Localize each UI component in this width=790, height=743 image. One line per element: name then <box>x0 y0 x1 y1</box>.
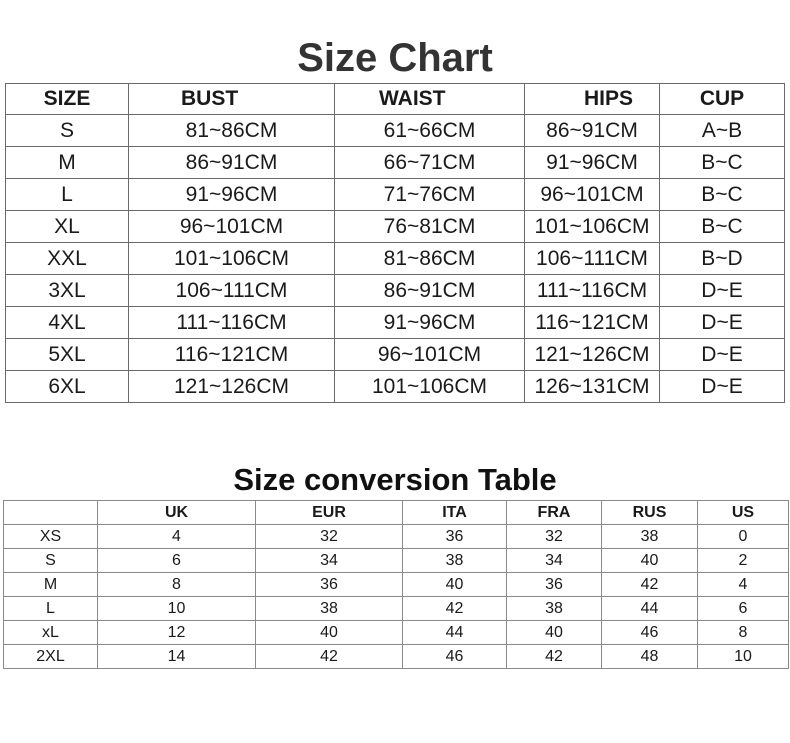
cell-bust: 116~121CM <box>129 339 335 371</box>
cell-waist: 96~101CM <box>335 339 525 371</box>
cell-us: 0 <box>698 525 789 549</box>
cell-eur: 34 <box>256 549 403 573</box>
header-eur: EUR <box>256 501 403 525</box>
cell-size: M <box>6 147 129 179</box>
cell-rus: 44 <box>602 597 698 621</box>
table-row <box>6 339 785 371</box>
cell-size: 6XL <box>6 371 129 403</box>
cell-bust: 111~116CM <box>129 307 335 339</box>
cell-size: XXL <box>6 243 129 275</box>
cell-cup: D~E <box>660 371 785 403</box>
cell-us: 8 <box>698 621 789 645</box>
cell-uk: 4 <box>98 525 256 549</box>
cell-rus: 38 <box>602 525 698 549</box>
size-conversion-table <box>3 500 789 669</box>
cell-size: 2XL <box>4 645 98 669</box>
cell-cup: B~C <box>660 211 785 243</box>
table-row <box>6 243 785 275</box>
cell-fra: 36 <box>507 573 602 597</box>
cell-size: XL <box>6 211 129 243</box>
cell-size: M <box>4 573 98 597</box>
cell-eur: 32 <box>256 525 403 549</box>
cell-size: xL <box>4 621 98 645</box>
cell-cup: B~D <box>660 243 785 275</box>
cell-ita: 36 <box>403 525 507 549</box>
header-size: SIZE <box>6 84 129 115</box>
cell-fra: 34 <box>507 549 602 573</box>
cell-size: 4XL <box>6 307 129 339</box>
cell-rus: 46 <box>602 621 698 645</box>
header-fra: FRA <box>507 501 602 525</box>
cell-fra: 32 <box>507 525 602 549</box>
cell-hips: 91~96CM <box>525 147 660 179</box>
cell-uk: 12 <box>98 621 256 645</box>
header-rus: RUS <box>602 501 698 525</box>
cell-ita: 42 <box>403 597 507 621</box>
cell-size: S <box>6 115 129 147</box>
cell-uk: 10 <box>98 597 256 621</box>
cell-uk: 8 <box>98 573 256 597</box>
cell-size: S <box>4 549 98 573</box>
cell-bust: 91~96CM <box>129 179 335 211</box>
cell-hips: 121~126CM <box>525 339 660 371</box>
cell-hips: 126~131CM <box>525 371 660 403</box>
size-chart-title: Size Chart <box>297 36 493 80</box>
cell-ita: 38 <box>403 549 507 573</box>
cell-rus: 40 <box>602 549 698 573</box>
cell-fra: 40 <box>507 621 602 645</box>
header-us: US <box>698 501 789 525</box>
table-row <box>6 275 785 307</box>
table-row <box>4 597 789 621</box>
cell-size: L <box>6 179 129 211</box>
conversion-header-row <box>4 501 789 525</box>
cell-size: XS <box>4 525 98 549</box>
header-cup: CUP <box>660 84 785 115</box>
table-row <box>6 371 785 403</box>
cell-bust: 106~111CM <box>129 275 335 307</box>
cell-us: 6 <box>698 597 789 621</box>
cell-eur: 42 <box>256 645 403 669</box>
cell-bust: 86~91CM <box>129 147 335 179</box>
header-waist: WAIST <box>335 84 525 115</box>
cell-size: L <box>4 597 98 621</box>
cell-cup: B~C <box>660 179 785 211</box>
cell-uk: 6 <box>98 549 256 573</box>
cell-uk: 14 <box>98 645 256 669</box>
cell-cup: B~C <box>660 147 785 179</box>
cell-waist: 61~66CM <box>335 115 525 147</box>
cell-bust: 121~126CM <box>129 371 335 403</box>
cell-waist: 86~91CM <box>335 275 525 307</box>
cell-hips: 116~121CM <box>525 307 660 339</box>
header-hips: HIPS <box>525 84 660 115</box>
conversion-table-title: Size conversion Table <box>233 462 557 497</box>
table-row <box>6 179 785 211</box>
cell-waist: 101~106CM <box>335 371 525 403</box>
cell-size: 5XL <box>6 339 129 371</box>
cell-cup: D~E <box>660 339 785 371</box>
cell-eur: 40 <box>256 621 403 645</box>
cell-waist: 91~96CM <box>335 307 525 339</box>
size-chart-header-row <box>6 84 785 115</box>
header-bust: BUST <box>129 84 335 115</box>
cell-us: 10 <box>698 645 789 669</box>
table-row <box>6 307 785 339</box>
table-row <box>4 645 789 669</box>
table-row <box>4 525 789 549</box>
cell-eur: 36 <box>256 573 403 597</box>
table-row <box>4 621 789 645</box>
cell-eur: 38 <box>256 597 403 621</box>
cell-waist: 71~76CM <box>335 179 525 211</box>
cell-size: 3XL <box>6 275 129 307</box>
table-row <box>4 573 789 597</box>
cell-hips: 101~106CM <box>525 211 660 243</box>
size-chart-table <box>5 83 785 403</box>
cell-cup: A~B <box>660 115 785 147</box>
cell-cup: D~E <box>660 307 785 339</box>
cell-hips: 111~116CM <box>525 275 660 307</box>
cell-rus: 42 <box>602 573 698 597</box>
cell-ita: 46 <box>403 645 507 669</box>
cell-fra: 42 <box>507 645 602 669</box>
cell-hips: 106~111CM <box>525 243 660 275</box>
header-blank <box>4 501 98 525</box>
header-uk: UK <box>98 501 256 525</box>
table-row <box>6 211 785 243</box>
cell-waist: 76~81CM <box>335 211 525 243</box>
cell-us: 2 <box>698 549 789 573</box>
cell-waist: 66~71CM <box>335 147 525 179</box>
cell-fra: 38 <box>507 597 602 621</box>
cell-rus: 48 <box>602 645 698 669</box>
cell-cup: D~E <box>660 275 785 307</box>
cell-waist: 81~86CM <box>335 243 525 275</box>
table-row <box>6 147 785 179</box>
cell-bust: 81~86CM <box>129 115 335 147</box>
cell-bust: 101~106CM <box>129 243 335 275</box>
cell-hips: 86~91CM <box>525 115 660 147</box>
header-ita: ITA <box>403 501 507 525</box>
cell-us: 4 <box>698 573 789 597</box>
table-row <box>6 115 785 147</box>
table-row <box>4 549 789 573</box>
cell-bust: 96~101CM <box>129 211 335 243</box>
cell-hips: 96~101CM <box>525 179 660 211</box>
cell-ita: 44 <box>403 621 507 645</box>
cell-ita: 40 <box>403 573 507 597</box>
